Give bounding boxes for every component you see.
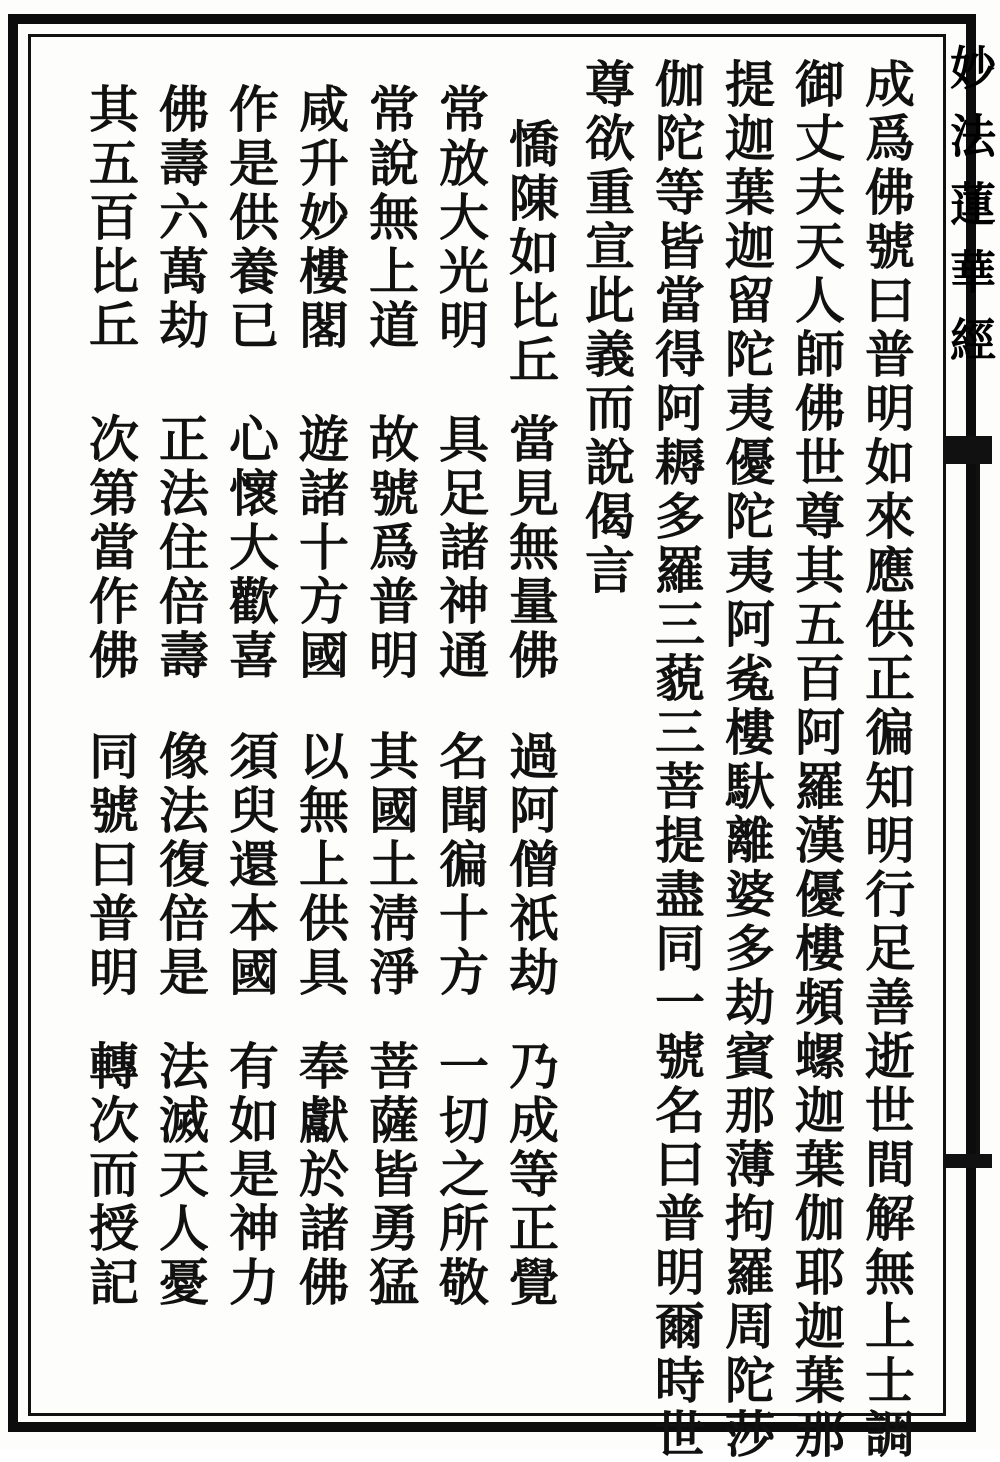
- verse-phrase: 心懷大歡喜: [221, 413, 280, 683]
- verse-phrase: 須臾還本國: [221, 730, 280, 1000]
- verse-line: [496, 58, 564, 1388]
- margin-band: [946, 436, 992, 464]
- verse-phrase: 正法住倍壽: [151, 413, 210, 683]
- verse-line: [426, 58, 494, 1388]
- verse-phrase: 有如是神力: [221, 1040, 280, 1310]
- verse-phrase: 其五百比丘: [81, 83, 140, 353]
- prose-line: 伽陀等皆當得阿耨多羅三藐三菩提盡同一號名曰普明爾時世: [647, 58, 706, 1462]
- verse-line: [286, 58, 354, 1388]
- verse-phrase: 憍陳如比丘: [501, 118, 560, 388]
- prose-line: 提迦葉迦留陀夷優陀夷阿㝹樓馱離婆多劫賓那薄拘羅周陀莎: [717, 58, 776, 1462]
- margin-title: 妙法蓮華經: [943, 44, 997, 384]
- prose-line: 成爲佛號曰普明如來應供正徧知明行足善逝世間解無上士調: [857, 58, 916, 1462]
- prose-line: 尊欲重宣此義而說偈言: [577, 58, 636, 598]
- verse-phrase: 一切之所敬: [431, 1040, 490, 1310]
- verse-phrase: 咸升妙樓閣: [291, 83, 350, 353]
- verse-phrase: 佛壽六萬劫: [151, 83, 210, 353]
- verse-phrase: 具足諸神通: [431, 413, 490, 683]
- margin-rule: [976, 464, 980, 1154]
- margin-band-lower: [946, 1154, 992, 1168]
- prose-line: 御丈夫天人師佛世尊其五百阿羅漢優樓頻螺迦葉伽耶迦葉那: [787, 58, 846, 1462]
- verse-phrase: 同號曰普明: [81, 730, 140, 1000]
- verse-phrase: 常說無上道: [361, 83, 420, 353]
- verse-line: [146, 58, 214, 1388]
- verse-phrase: 菩薩皆勇猛: [361, 1040, 420, 1310]
- verse-phrase: 次第當作佛: [81, 413, 140, 683]
- verse-phrase: 轉次而授記: [81, 1040, 140, 1310]
- verse-phrase: 像法復倍是: [151, 730, 210, 1000]
- verse-phrase: 遊諸十方國: [291, 413, 350, 683]
- verse-phrase: 故號爲普明: [361, 413, 420, 683]
- verse-phrase: 法滅天人憂: [151, 1040, 210, 1310]
- verse-line: [76, 58, 144, 1388]
- verse-line: [216, 58, 284, 1388]
- verse-phrase: 以無上供具: [291, 730, 350, 1000]
- verse-phrase: 名聞徧十方: [431, 730, 490, 1000]
- verse-phrase: 過阿僧祇劫: [501, 730, 560, 1000]
- verse-phrase: 當見無量佛: [501, 413, 560, 683]
- verse-phrase: 其國土淸淨: [361, 730, 420, 1000]
- verse-line: [356, 58, 424, 1388]
- verse-phrase: 常放大光明: [431, 83, 490, 353]
- verse-phrase: 作是供養已: [221, 83, 280, 353]
- verse-phrase: 奉獻於諸佛: [291, 1040, 350, 1310]
- verse-phrase: 乃成等正覺: [501, 1040, 560, 1310]
- margin-title-strip: [943, 24, 997, 1422]
- text-body: [50, 58, 920, 1462]
